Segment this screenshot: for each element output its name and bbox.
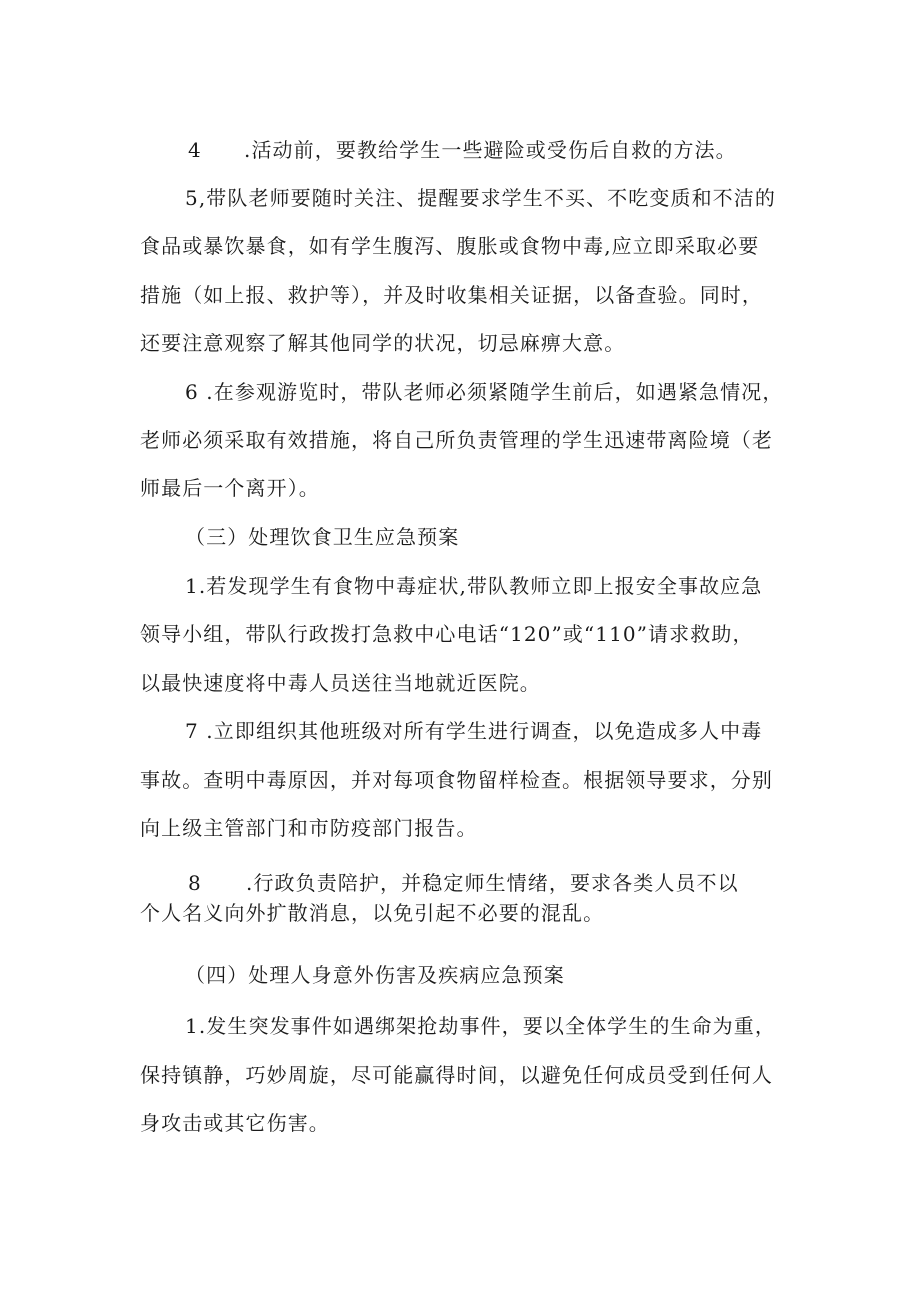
paragraph-text: 身攻击或其它伤害。 bbox=[140, 1111, 330, 1135]
section-heading-3 bbox=[185, 524, 459, 550]
paragraph-text: 还要注意观察了解其他同学的状况，切忌麻痹大意。 bbox=[140, 331, 626, 355]
paragraph-7-line-3 bbox=[140, 815, 478, 841]
paragraph-s3-1-line-3 bbox=[140, 670, 541, 696]
paragraph-s4-1-line-3 bbox=[140, 1110, 330, 1136]
paragraph-5-line-1 bbox=[185, 185, 776, 211]
paragraph-text: 7 .立即组织其他班级对所有学生进行调查，以免造成多人中毒 bbox=[185, 719, 763, 743]
paragraph-text: 师最后一个离开）。 bbox=[140, 476, 320, 500]
paragraph-text: 以最快速度将中毒人员送往当地就近医院。 bbox=[140, 671, 541, 695]
paragraph-5-line-3 bbox=[140, 282, 763, 308]
paragraph-8-line-1 bbox=[188, 870, 739, 896]
paragraph-text: 领导小组，带队行政拨打急救中心电话“120”或“110”请求救助， bbox=[140, 622, 754, 646]
item-number: 4 bbox=[188, 138, 202, 162]
paragraph-7-line-1 bbox=[185, 718, 762, 744]
heading-text: （四）处理人身意外伤害及疾病应急预案 bbox=[185, 963, 565, 987]
paragraph-text: 食品或暴饮暴食，如有学生腹泻、腹胀或食物中毒,应立即采取必要 bbox=[140, 234, 760, 258]
paragraph-text: 事故。查明中毒原因，并对每项食物留样检查。根据领导要求，分别 bbox=[140, 768, 773, 792]
paragraph-text: 措施（如上报、救护等），并及时收集相关证据，以备查验。同时， bbox=[140, 283, 763, 307]
paragraph-text: 6 .在参观游览时，带队老师必须紧随学生前后，如遇紧急情况， bbox=[185, 380, 784, 404]
paragraph-text: 1.发生突发事件如遇绑架抢劫事件，要以全体学生的生命为重， bbox=[185, 1014, 776, 1038]
paragraph-s4-1-line-1 bbox=[185, 1013, 776, 1039]
paragraph-text: 保持镇静，巧妙周旋，尽可能赢得时间，以避免任何成员受到任何人 bbox=[140, 1063, 773, 1087]
section-heading-4 bbox=[185, 962, 565, 988]
paragraph-8-line-2 bbox=[140, 900, 604, 926]
paragraph-text: 1.若发现学生有食物中毒症状,带队教师立即上报安全事故应急 bbox=[185, 574, 763, 598]
heading-text: （三）处理饮食卫生应急预案 bbox=[185, 525, 460, 549]
paragraph-text: 向上级主管部门和市防疫部门报告。 bbox=[140, 816, 478, 840]
paragraph-6-line-2 bbox=[140, 427, 773, 453]
paragraph-text: .活动前，要教给学生一些避险或受伤后自救的方法。 bbox=[244, 138, 737, 162]
paragraph-text: 个人名义向外扩散消息，以免引起不必要的混乱。 bbox=[140, 901, 605, 925]
paragraph-6-line-3 bbox=[140, 475, 320, 501]
paragraph-text: .行政负责陪护，并稳定师生情绪，要求各类人员不以 bbox=[246, 871, 739, 895]
paragraph-text: 老师必须采取有效措施，将自己所负责管理的学生迅速带离险境（老 bbox=[140, 428, 773, 452]
paragraph-4-line-1 bbox=[188, 137, 737, 163]
paragraph-text: 5,带队老师要随时关注、提醒要求学生不买、不吃变质和不洁的 bbox=[185, 186, 776, 210]
paragraph-6-line-1 bbox=[185, 379, 783, 405]
paragraph-5-line-2 bbox=[140, 233, 759, 259]
item-number: 8 bbox=[188, 871, 202, 895]
paragraph-s4-1-line-2 bbox=[140, 1062, 773, 1088]
paragraph-5-line-4 bbox=[140, 330, 625, 356]
paragraph-7-line-2 bbox=[140, 767, 773, 793]
paragraph-s3-1-line-1 bbox=[185, 573, 762, 599]
paragraph-s3-1-line-2 bbox=[140, 621, 754, 647]
